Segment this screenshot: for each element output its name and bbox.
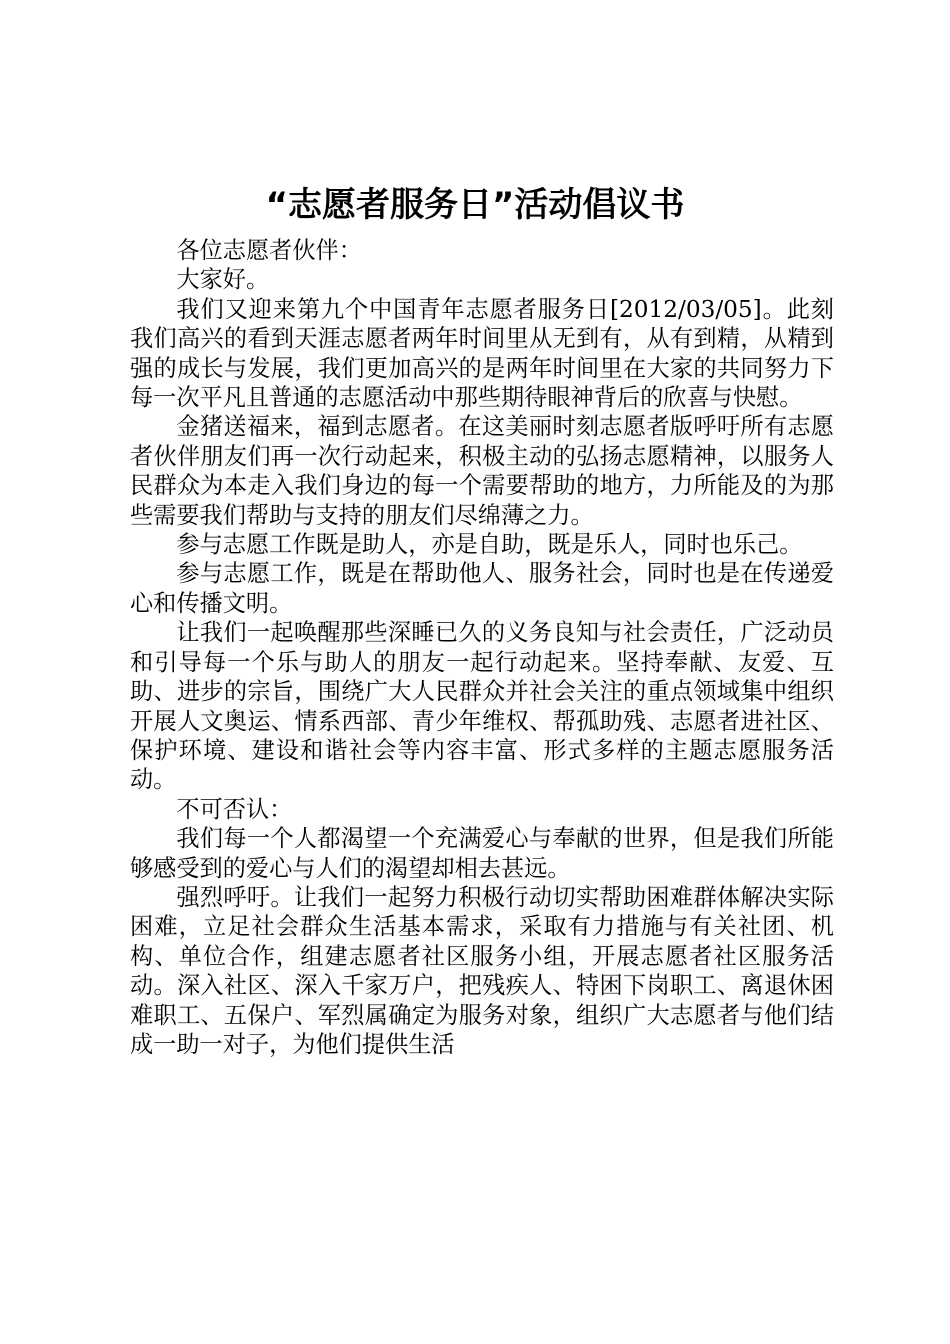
body-paragraph: 让我们一起唤醒那些深睡已久的义务良知与社会责任，广泛动员和引导每一个乐与助人的朋友一起行动起来。坚持奉献、友爱、互助、进步的宗旨，围绕广大人民群众并社会关注的重点领域集中组织开展人文奥运、情系西部、青少年维权、帮孤助残、志愿者进社区、保护环境、建设和谐社会等内容丰富、形式多样的主题志愿服务活动。 bbox=[130, 619, 834, 794]
body-paragraph: 参与志愿工作，既是在帮助他人、服务社会，同时也是在传递爱心和传播文明。 bbox=[130, 560, 834, 617]
body-paragraph: 我们每一个人都渴望一个充满爱心与奉献的世界，但是我们所能够感受到的爱心与人们的渴望却相去甚远。 bbox=[130, 825, 834, 882]
body-paragraph: 我们又迎来第九个中国青年志愿者服务日[2012/03/05]。此刻我们高兴的看到天涯志愿者两年时间里从无到有，从有到精，从精到强的成长与发展，我们更加高兴的是两年时间里在大家的共同努力下每一次平凡且普通的志愿活动中那些期待眼神背后的欣喜与快慰。 bbox=[130, 295, 834, 412]
body-paragraph: 参与志愿工作既是助人，亦是自助，既是乐人，同时也乐己。 bbox=[176, 531, 803, 559]
body-paragraph: 不可否认： bbox=[176, 795, 293, 823]
body-paragraph: 金猪送福来，福到志愿者。在这美丽时刻志愿者版呼吁所有志愿者伙伴朋友们再一次行动起来，积极主动的弘扬志愿精神，以服务人民群众为本走入我们身边的每一个需要帮助的地方，力所能及的为那些需要我们帮助与支持的朋友们尽绵薄之力。 bbox=[130, 413, 834, 529]
body-paragraph: 强烈呼吁。让我们一起努力积极行动切实帮助困难群体解决实际困难，立足社会群众生活基本需求，采取有力措施与有关社团、机构、单位合作，组建志愿者社区服务小组，开展志愿者社区服务活动。深入社区、深入千家万户，把残疾人、特困下岗职工、离退休困难职工、五保户、军烈属确定为服务对象，组织广大志愿者与他们结成一助一对子，为他们提供生活 bbox=[130, 883, 834, 1058]
document-title: “志愿者服务日”活动倡议书 bbox=[265, 185, 685, 225]
greeting: 大家好。 bbox=[176, 266, 270, 294]
salutation: 各位志愿者伙伴： bbox=[176, 237, 362, 264]
document-body bbox=[130, 236, 834, 1059]
